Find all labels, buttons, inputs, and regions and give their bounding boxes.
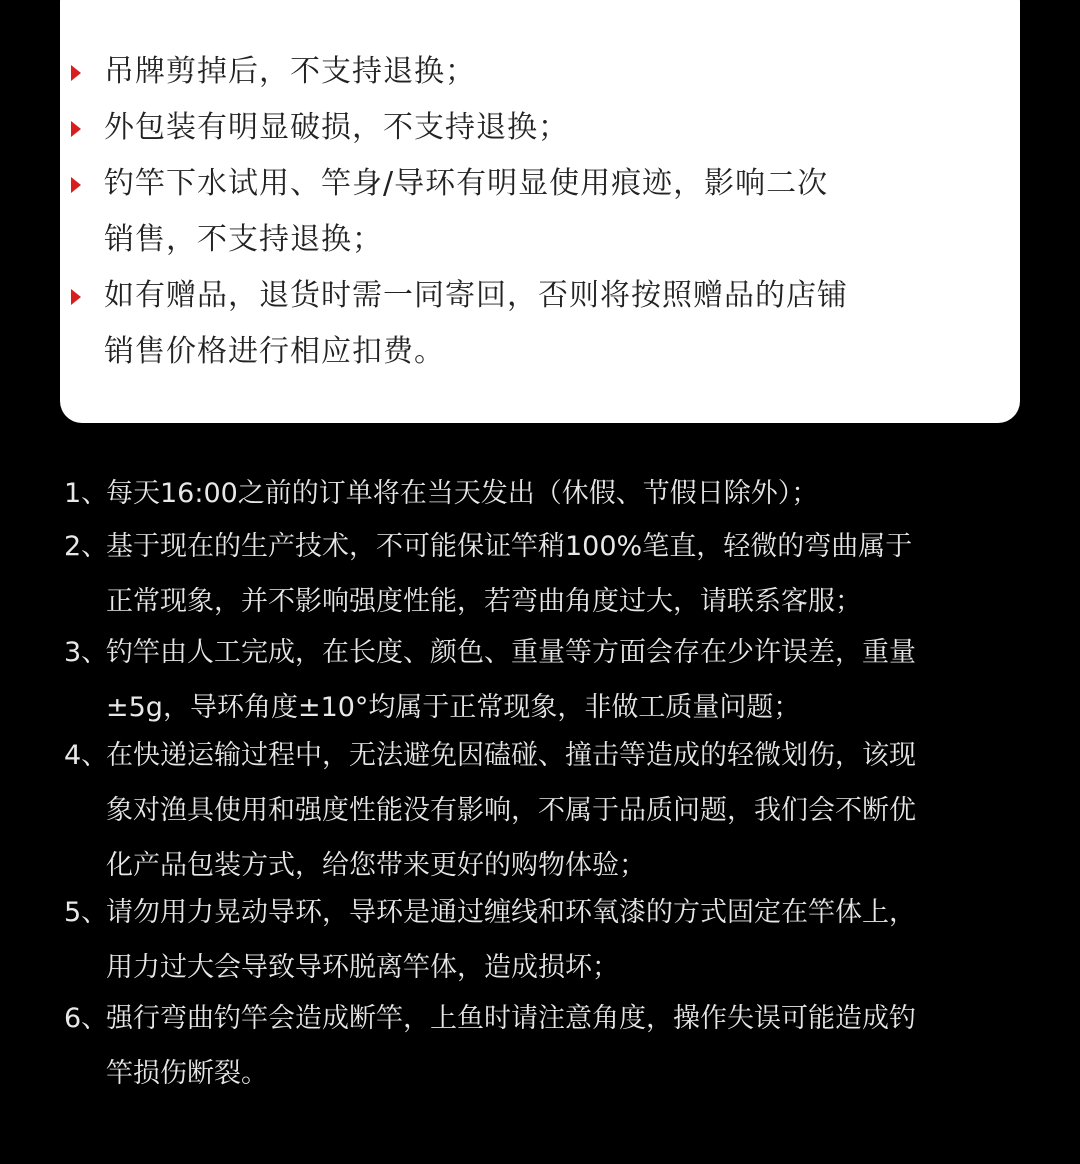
policy-text: 钓竿下水试用、竿身/导环有明显使用痕迹，影响二次 销售，不支持退换；	[104, 166, 829, 257]
bullet-triangle-icon	[71, 177, 81, 193]
bullet-triangle-icon	[71, 121, 81, 137]
note-text: 基于现在的生产技术，不可能保证竿稍100%笔直，轻微的弯曲属于 正常现象，并不影响强度性能，若弯曲角度过大，请联系客服；	[106, 531, 913, 617]
note-text: 强行弯曲钓竿会造成断竿，上鱼时请注意角度，操作失误可能造成钓 竿损伤断裂。	[106, 1003, 916, 1089]
bullet-triangle-icon	[71, 289, 81, 305]
bullet-triangle-icon	[71, 65, 81, 81]
note-text: 请勿用力晃动导环，导环是通过缠线和环氧漆的方式固定在竿体上， 用力过大会导致导环脱离竿体，造成损坏；	[106, 897, 916, 983]
note-number: 2、	[64, 531, 109, 562]
policy-text: 外包装有明显破损，不支持退换；	[104, 110, 569, 145]
note-number: 1、	[64, 478, 109, 509]
policy-text: 如有赠品，退货时需一同寄回，否则将按照赠品的店铺 销售价格进行相应扣费。	[104, 278, 848, 369]
policy-text: 吊牌剪掉后，不支持退换；	[104, 54, 476, 89]
note-number: 5、	[64, 897, 109, 928]
note-number: 6、	[64, 1003, 109, 1034]
note-number: 3、	[64, 637, 109, 668]
note-text: 钓竿由人工完成，在长度、颜色、重量等方面会存在少许误差，重量 ±5g，导环角度±10°均属于正常现象，非做工质量问题；	[106, 637, 916, 723]
note-number: 4、	[64, 740, 109, 771]
note-text: 每天16:00之前的订单将在当天发出（休假、节假日除外）；	[106, 478, 819, 509]
note-text: 在快递运输过程中，无法避免因磕碰、撞击等造成的轻微划伤，该现 象对渔具使用和强度性能没有影响，不属于品质问题，我们会不断优 化产品包装方式，给您带来更好的购物体验；	[106, 740, 916, 881]
